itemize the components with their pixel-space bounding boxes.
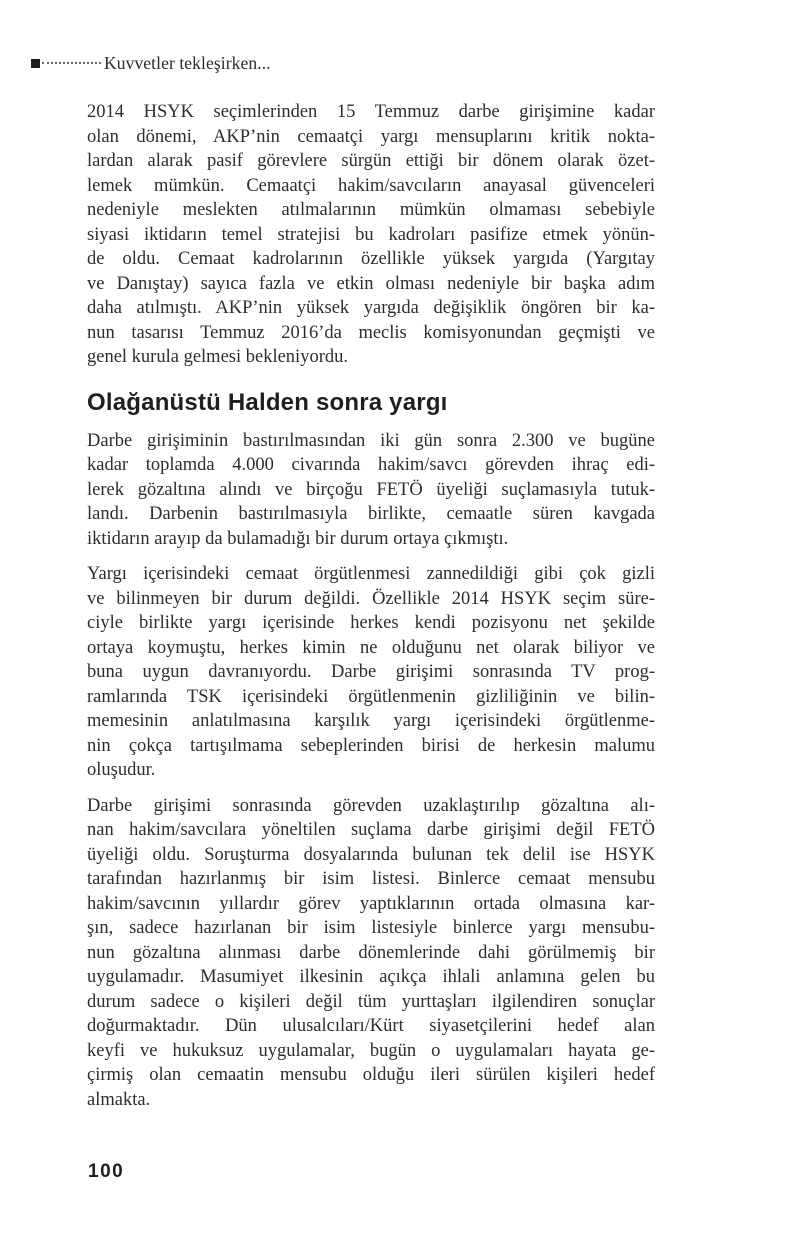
square-bullet-icon (31, 59, 40, 68)
text-line: lardan alarak pasif görevlere sürgün ettiği bir dönem olarak özet- (87, 151, 655, 171)
text-line: durum sadece o kişileri değil tüm yurttaşları ilgilendiren sonuçlar (87, 991, 655, 1012)
text-line: oluşudur. (87, 760, 156, 780)
text-line: nun tasarısı Temmuz 2016’da meclis komisyonundan geçmişti ve (87, 322, 655, 343)
text-line: memesinin anlatılmasına karşılık yargı içerisindeki örgütlenme- (87, 711, 655, 731)
body-paragraph (87, 562, 655, 783)
chapter-title: Kuvvetler tekleşirken... (104, 52, 271, 73)
text-line: ve Danıştay) sayıca fazla ve etkin olması nedeniyle bir başka adım (87, 273, 655, 294)
running-header (31, 53, 271, 73)
text-line: de oldu. Cemaat kadrolarının özellikle yüksek yargıda (Yargıtay (87, 249, 655, 269)
text-line: keyfi ve hukuksuz uygulamalar, bugün o uygulamaları hayata ge- (87, 1040, 655, 1061)
text-line: Yargı içerisindeki cemaat örgütlenmesi zannedildiği gibi çok gizli (87, 564, 655, 584)
text-line: olan dönemi, AKP’nin cemaatçi yargı mensuplarını kritik nokta- (87, 126, 655, 147)
text-line: uygulamadır. Masumiyet ilkesinin açıkça ihlali anlamına gelen bu (87, 967, 655, 987)
text-line: ve bilinmeyen bir durum değildi. Özellikle 2014 HSYK seçim süre- (87, 588, 655, 609)
text-line: nedeniyle meslekten atılmalarının mümkün olmaması sebebiyle (87, 200, 655, 220)
text-line: almakta. (87, 1089, 151, 1110)
text-line: nin çokça tartışılmama sebeplerinden birisi de herkesin malumu (87, 735, 655, 756)
text-line: kadar toplamda 4.000 civarında hakim/savcı görevden ihraç edi- (87, 455, 655, 475)
text-line: buna uygun davranıyordu. Darbe girişimi sonrasında TV prog- (87, 662, 655, 682)
text-line: landı. Darbenin bastırılmasıyla birlikte, cemaatle süren kavgada (87, 504, 655, 524)
text-line: Darbe girişimi sonrasında görevden uzaklaştırılıp gözaltına alı- (87, 795, 655, 816)
page-body (87, 100, 655, 1112)
text-line: ramlarında TSK içerisindeki örgütlenmenin gizliliğinin ve bilin- (87, 686, 655, 707)
body-paragraph (87, 794, 655, 1113)
text-line: tarafından hazırlanmış bir isim listesi. Binlerce cemaat mensubu (87, 869, 655, 889)
text-line: üyeliği oldu. Soruşturma dosyalarında bulunan tek delil ise HSYK (87, 844, 655, 865)
text-line: 2014 HSYK seçimlerinden 15 Temmuz darbe girişimine kadar (87, 102, 655, 122)
text-line: lemek mümkün. Cemaatçi hakim/savcıların anayasal güvenceleri (87, 175, 655, 196)
text-line: şın, sadece hazırlanan bir isim listesiyle binlerce yargı mensubu- (87, 918, 655, 938)
text-line: daha atılmıştı. AKP’nin yüksek yargıda değişiklik öngören bir ka- (87, 298, 655, 318)
body-paragraph (87, 100, 655, 370)
text-line: ortaya koymuştu, herkes kimin ne olduğunu net olarak biliyor ve (87, 637, 655, 658)
text-line: doğurmaktadır. Dün ulusalcıları/Kürt siyasetçilerini hedef alan (87, 1016, 655, 1036)
text-line: lerek gözaltına alındı ve birçoğu FETÖ üyeliği suçlamasıyla tutuk- (87, 479, 655, 500)
section-heading: Olağanüstü Halden sonra yargı (87, 388, 448, 416)
dotted-leader (42, 62, 101, 64)
text-line: nan hakim/savcılara yöneltilen suçlama darbe girişimi değil FETÖ (87, 820, 655, 840)
text-line: ciyle birlikte yargı içerisinde herkes kendi pozisyonu net şekilde (87, 613, 655, 633)
text-line: çirmiş olan cemaatin mensubu olduğu ileri sürülen kişileri hedef (87, 1065, 655, 1085)
text-line: Darbe girişiminin bastırılmasından iki gün sonra 2.300 ve bugüne (87, 430, 655, 451)
body-paragraph (87, 429, 655, 552)
text-line: hakim/savcının yıllardır görev yaptıklarının ortada olmasına kar- (87, 893, 655, 914)
text-line: genel kurula gelmesi bekleniyordu. (87, 347, 348, 367)
text-line: iktidarın arayıp da bulamadığı bir durum ortaya çıkmıştı. (87, 528, 509, 549)
text-line: siyasi iktidarın temel stratejisi bu kadroları pasifize etmek yönün- (87, 224, 655, 245)
text-line: nun gözaltına alınması darbe dönemlerinde dahi görülmemiş bir (87, 942, 655, 963)
page-number: 100 (88, 1161, 125, 1182)
